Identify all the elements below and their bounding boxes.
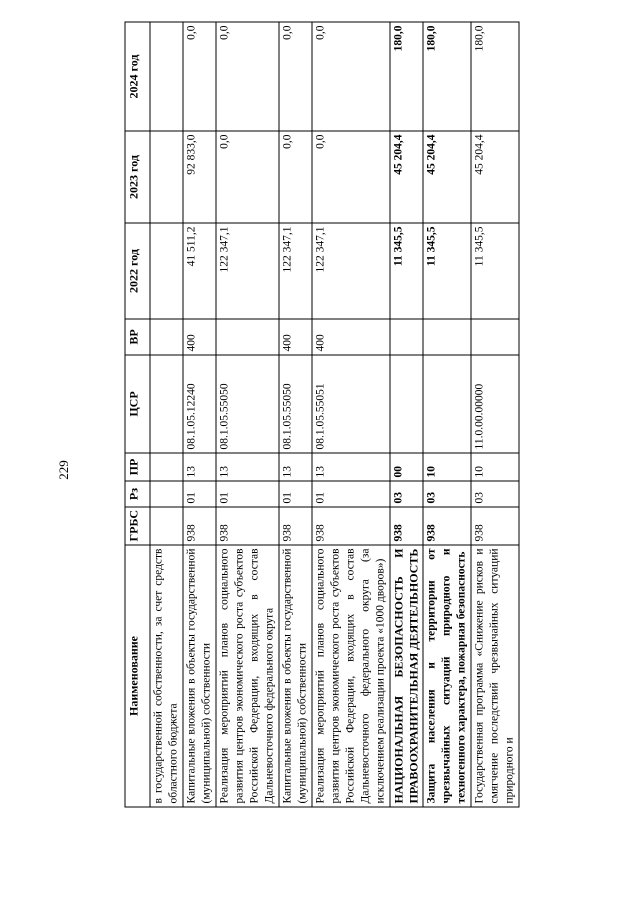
cell-2022: 11 345,5 [390, 223, 423, 319]
cell-csr: 11.0.00.00000 [471, 355, 519, 453]
cell-grbs [150, 507, 183, 545]
cell-grbs: 938 [471, 507, 519, 545]
table-row [390, 22, 423, 807]
cell-rz [150, 481, 183, 507]
cell-2023: 45 204,4 [471, 131, 519, 223]
cell-csr: 08.1.05.55051 [312, 355, 390, 453]
header-2022: 2022 год [125, 223, 150, 319]
cell-grbs: 938 [390, 507, 423, 545]
cell-2023: 45 204,4 [390, 131, 423, 223]
cell-vr [471, 319, 519, 355]
cell-pr: 13 [183, 453, 216, 481]
cell-vr: 400 [312, 319, 390, 355]
cell-2023: 0,0 [216, 131, 279, 223]
table-header-row [125, 22, 150, 807]
table-row [471, 22, 519, 807]
cell-2023: 0,0 [279, 131, 312, 223]
cell-name: Государственная программа «Снижение рисков и смягчение последствий чрезвычайных ситуаций природного и [471, 545, 519, 807]
cell-2022: 122 347,1 [312, 223, 390, 319]
cell-2023: 0,0 [312, 131, 390, 223]
cell-name: Капитальные вложения в объекты государственной (муниципальной) собственности [183, 545, 216, 807]
cell-vr [423, 319, 471, 355]
cell-csr [150, 355, 183, 453]
cell-name: Реализация мероприятий планов социального развития центров экономического роста субъектов Российской Федерации, входящих в состав Дальневосточного федерального округа [216, 545, 279, 807]
table-row [312, 22, 390, 807]
cell-pr: 13 [279, 453, 312, 481]
cell-2022: 11 345,5 [471, 223, 519, 319]
cell-2024: 0,0 [216, 22, 279, 131]
cell-csr: 08.1.05.55050 [216, 355, 279, 453]
cell-2022 [150, 223, 183, 319]
cell-2024: 0,0 [183, 22, 216, 131]
header-pr: ПР [125, 453, 150, 481]
cell-rz: 01 [183, 481, 216, 507]
cell-2024 [150, 22, 183, 131]
cell-vr: 400 [183, 319, 216, 355]
table-row [183, 22, 216, 807]
cell-name: Защита населения и территории от чрезвычайных ситуаций природного и техногенного характера, пожарная безопасность [423, 545, 471, 807]
cell-vr [216, 319, 279, 355]
cell-csr: 08.1.05.12240 [183, 355, 216, 453]
cell-2022: 41 511,2 [183, 223, 216, 319]
cell-grbs: 938 [216, 507, 279, 545]
cell-2024: 180,0 [423, 22, 471, 131]
cell-rz: 01 [312, 481, 390, 507]
cell-rz: 01 [216, 481, 279, 507]
cell-2024: 0,0 [279, 22, 312, 131]
cell-2022: 11 345,5 [423, 223, 471, 319]
cell-2024: 180,0 [471, 22, 519, 131]
cell-vr [150, 319, 183, 355]
cell-2023: 92 833,0 [183, 131, 216, 223]
cell-2022: 122 347,1 [216, 223, 279, 319]
cell-csr [423, 355, 471, 453]
header-2023: 2023 год [125, 131, 150, 223]
cell-rz: 03 [471, 481, 519, 507]
cell-grbs: 938 [312, 507, 390, 545]
header-grbs: ГРБС [125, 507, 150, 545]
cell-grbs: 938 [183, 507, 216, 545]
header-name: Наименование [125, 545, 150, 807]
cell-pr [150, 453, 183, 481]
cell-grbs: 938 [423, 507, 471, 545]
table-row [150, 22, 183, 807]
table-row [423, 22, 471, 807]
cell-grbs: 938 [279, 507, 312, 545]
cell-rz: 03 [390, 481, 423, 507]
cell-vr: 400 [279, 319, 312, 355]
header-2024: 2024 год [125, 22, 150, 131]
cell-name: НАЦИОНАЛЬНАЯ БЕЗОПАСНОСТЬ И ПРАВООХРАНИТЕЛЬНАЯ ДЕЯТЕЛЬНОСТЬ [390, 545, 423, 807]
cell-pr: 00 [390, 453, 423, 481]
header-rz: Рз [125, 481, 150, 507]
cell-2022: 122 347,1 [279, 223, 312, 319]
page-number: 229 [56, 460, 71, 480]
cell-rz: 01 [279, 481, 312, 507]
cell-csr [390, 355, 423, 453]
cell-2023 [150, 131, 183, 223]
cell-pr: 13 [216, 453, 279, 481]
cell-vr [390, 319, 423, 355]
cell-csr: 08.1.05.55050 [279, 355, 312, 453]
cell-name: в государственной собственности, за счет средств областного бюджета [150, 545, 183, 807]
cell-2023: 45 204,4 [423, 131, 471, 223]
cell-pr: 10 [423, 453, 471, 481]
table-row [216, 22, 279, 807]
cell-pr: 13 [312, 453, 390, 481]
cell-2024: 180,0 [390, 22, 423, 131]
cell-name: Капитальные вложения в объекты государственной (муниципальной) собственности [279, 545, 312, 807]
budget-table-rotated [125, 23, 605, 808]
table-row [279, 22, 312, 807]
header-vr: ВР [125, 319, 150, 355]
cell-2024: 0,0 [312, 22, 390, 131]
header-csr: ЦСР [125, 355, 150, 453]
cell-rz: 03 [423, 481, 471, 507]
cell-name: Реализация мероприятий планов социального развития центров экономического роста субъектов Российской Федерации, входящих в состав Дальневосточного федерального округа (за исключением реализации проекта «1000 дворов») [312, 545, 390, 807]
cell-pr: 10 [471, 453, 519, 481]
budget-table [125, 22, 520, 808]
